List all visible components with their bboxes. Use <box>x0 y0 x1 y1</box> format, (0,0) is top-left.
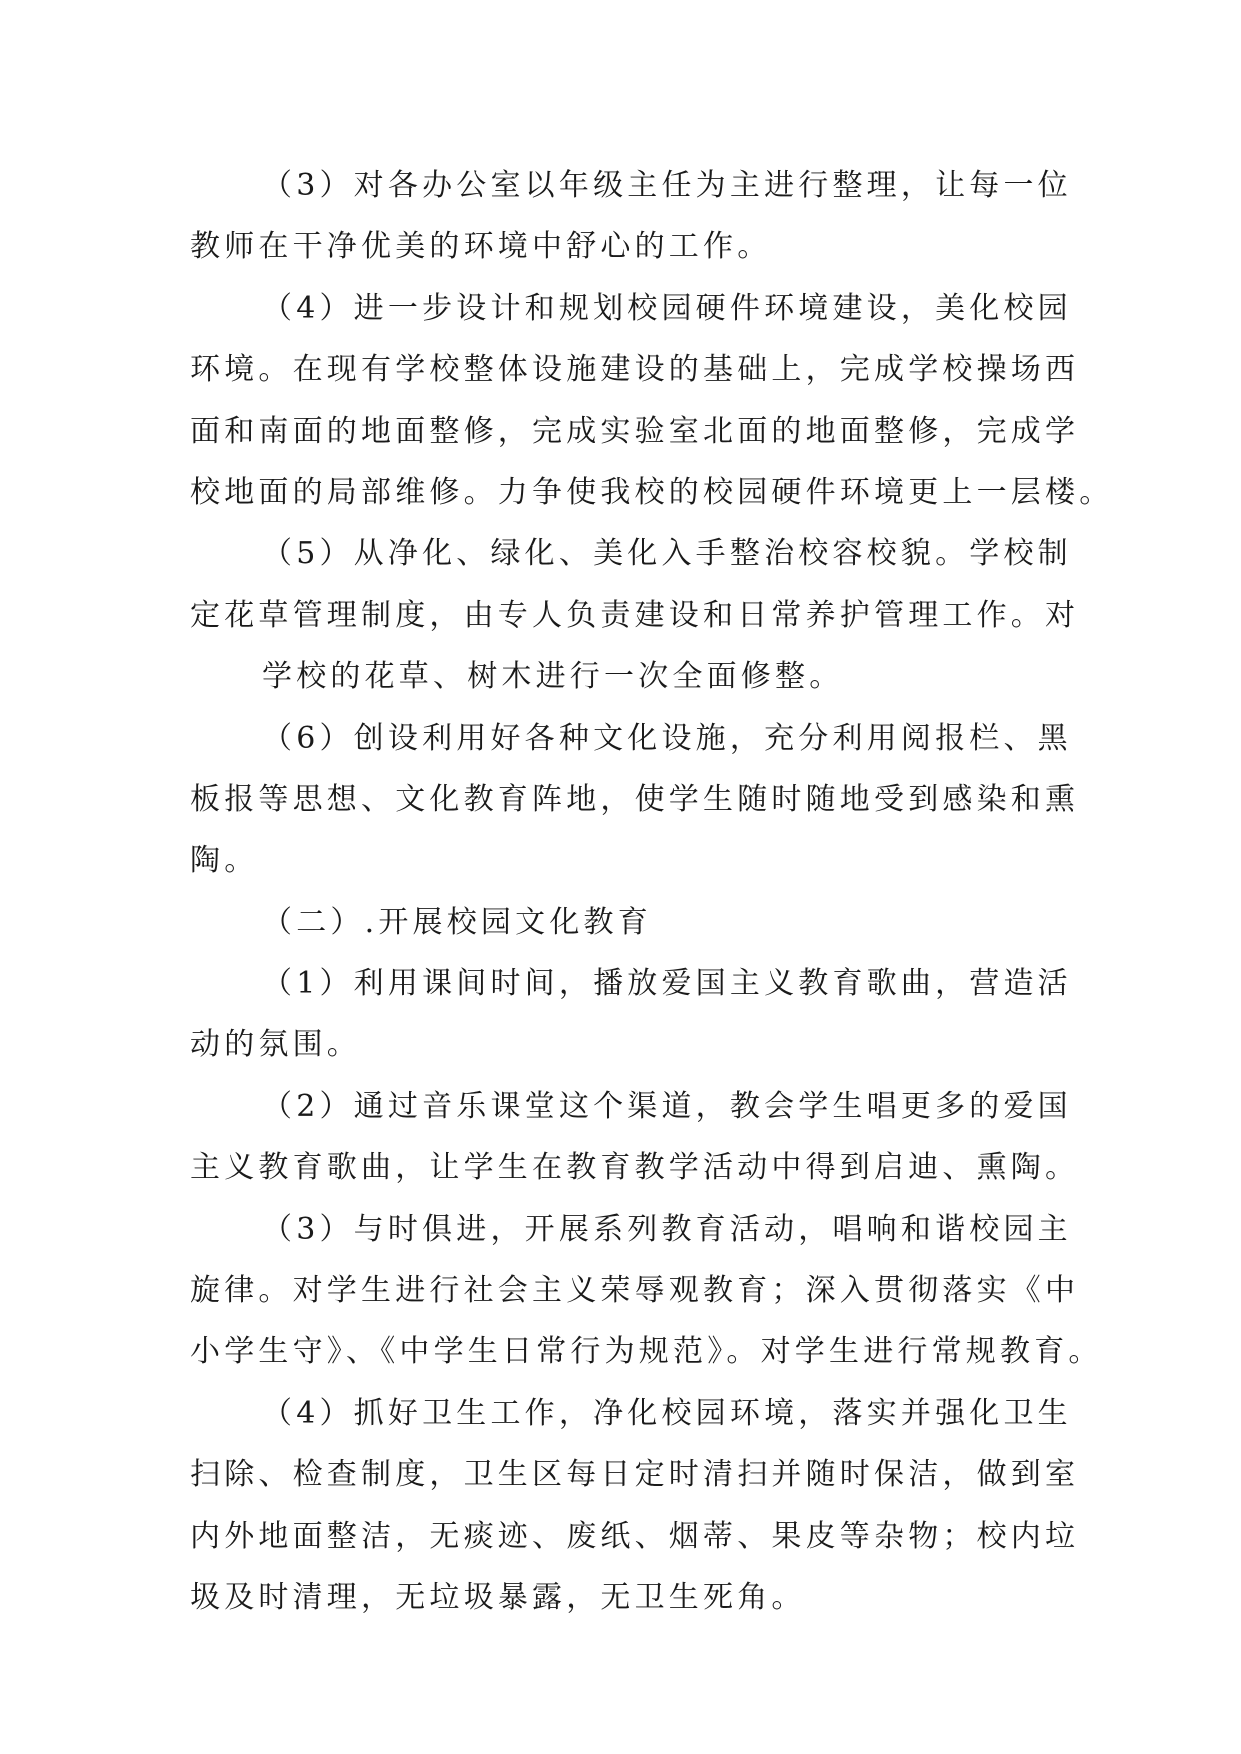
paragraph-line: （1）利用课间时间，播放爱国主义教育歌曲，营造活 <box>262 966 1072 1002</box>
paragraph-line: （3）对各办公室以年级主任为主进行整理，让每一位 <box>262 168 1072 203</box>
paragraph-line: （4）进一步设计和规划校园硬件环境建设，美化校园 <box>262 290 1072 326</box>
document-body <box>190 155 1114 1628</box>
paragraph-line: 定花草管理制度，由专人负责建设和日常养护管理工作。对 <box>190 597 1080 633</box>
paragraph-line: 教师在干净优美的环境中舒心的工作。 <box>190 229 772 265</box>
paragraph-line: 内外地面整洁，无痰迹、废纸、烟蒂、果皮等杂物；校内垃 <box>190 1518 1080 1554</box>
paragraph-line: 旋律。对学生进行社会主义荣辱观教育；深入贯彻落实《中 <box>190 1273 1080 1309</box>
paragraph-line: 校地面的局部维修。力争使我校的校园硬件环境更上一层楼。 <box>190 474 1114 510</box>
paragraph-line: 面和南面的地面整修，完成实验室北面的地面整修，完成学 <box>190 413 1080 449</box>
paragraph-line: （3）与时俱进，开展系列教育活动，唱响和谐校园主 <box>262 1211 1072 1247</box>
paragraph-line: 学校的花草、树木进行一次全面修整。 <box>262 659 844 695</box>
paragraph-line: 动的氛围。 <box>190 1027 361 1063</box>
paragraph-line: 扫除、检查制度，卫生区每日定时清扫并随时保洁，做到室 <box>190 1457 1080 1493</box>
paragraph-line: 主义教育歌曲，让学生在教育教学活动中得到启迪、熏陶。 <box>190 1150 1080 1186</box>
paragraph-line: （4）抓好卫生工作，净化校园环境，落实并强化卫生 <box>262 1395 1072 1431</box>
paragraph-line: （6）创设利用好各种文化设施，充分利用阅报栏、黑 <box>262 720 1072 756</box>
paragraph-line: 环境。在现有学校整体设施建设的基础上，完成学校操场西 <box>190 352 1080 388</box>
paragraph-line: 圾及时清理，无垃圾暴露，无卫生死角。 <box>190 1579 806 1615</box>
paragraph-line: 小学生守》、《中学生日常行为规范》。对学生进行常规教育。 <box>190 1334 1103 1370</box>
paragraph-line: （2）通过音乐课堂这个渠道，教会学生唱更多的爱国 <box>262 1088 1072 1124</box>
paragraph-line: 板报等思想、文化教育阵地，使学生随时随地受到感染和熏 <box>190 781 1080 817</box>
paragraph-line: （5）从净化、绿化、美化入手整治校容校貌。学校制 <box>262 536 1072 572</box>
section-heading: （二）.开展校园文化教育 <box>262 904 652 940</box>
paragraph-line: 陶。 <box>190 843 259 879</box>
